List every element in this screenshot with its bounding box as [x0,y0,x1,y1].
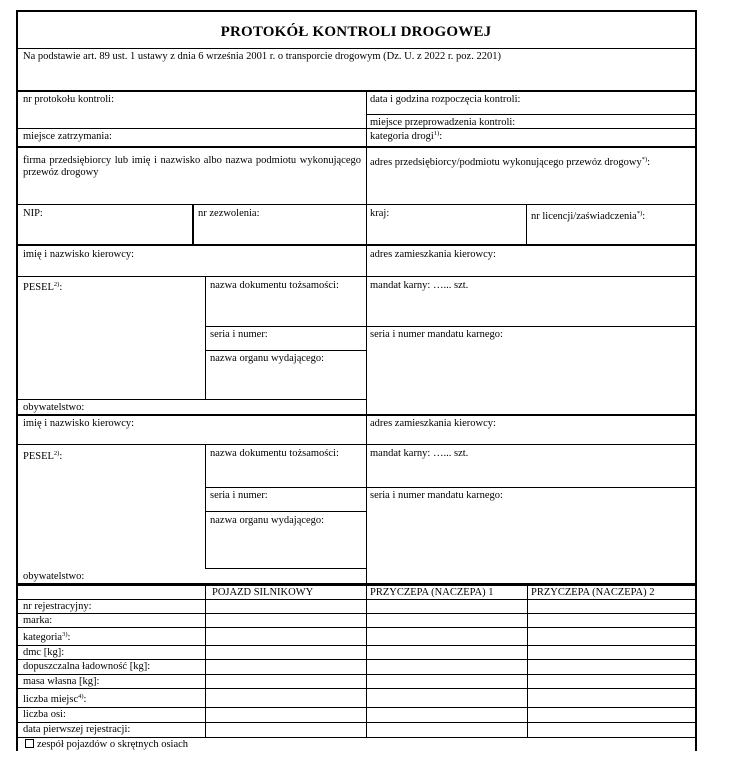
driver-2-id-series-field[interactable]: seria i numer: [210,490,268,501]
divider [16,244,697,246]
country-field[interactable]: kraj: [370,208,390,219]
divider [205,350,366,351]
divider [16,627,697,628]
seats-label: liczba miejsc [23,694,79,705]
header-trailer-2: PRZYCZEPA (NACZEPA) 2 [531,587,655,598]
vehicle-combination-option[interactable] [25,739,188,751]
header-motor-vehicle: POJAZD SILNIKOWY [212,587,314,598]
colon: : [83,694,87,705]
pesel-label: PESEL [23,282,54,293]
footnote-ref: 3) [62,631,68,638]
driver-1-name-field[interactable]: imię i nazwisko kierowcy: [23,249,135,260]
driver-1-fine-series-field[interactable]: seria i numer mandatu karnego: [370,329,503,340]
divider [366,585,367,738]
license-number-field[interactable] [531,211,645,223]
divider [16,583,697,586]
divider [526,205,527,245]
divider [205,277,206,400]
driver-1-id-document-field[interactable]: nazwa dokumentu tożsamości: [210,280,339,291]
company-address-field[interactable] [370,157,650,169]
driver-1-residence-field[interactable]: adres zamieszkania kierowcy: [370,249,496,260]
road-category-field[interactable] [370,131,442,143]
footnote-ref: 2) [53,450,60,457]
divider [16,128,697,129]
divider [16,599,697,600]
vehicle-row-make: marka: [23,615,53,626]
divider [16,90,697,92]
divider [205,445,206,569]
driver-2-citizenship-field[interactable]: obywatelstwo: [23,571,85,582]
divider [205,326,697,327]
colon: : [67,632,71,643]
divider [205,568,366,569]
driver-2-name-field[interactable]: imię i nazwisko kierowcy: [23,418,135,429]
divider [205,585,206,738]
company-address-label: adres przedsiębiorcy/podmiotu wykonującego przewóz drogowy [370,157,642,168]
driver-1-issuer-field[interactable]: nazwa organu wydającego: [210,353,325,364]
divider [16,204,697,205]
vehicle-row-registration: nr rejestracyjny: [23,601,92,612]
header-trailer-1: PRZYCZEPA (NACZEPA) 1 [370,587,494,598]
permit-number-field[interactable]: nr zezwolenia: [198,208,260,219]
form-title: PROTOKÓŁ KONTROLI DROGOWEJ [220,24,492,40]
checkbox[interactable] [25,739,34,748]
checkbox-label: zespół pojazdów o skrętnych osiach [37,739,189,750]
divider [16,276,697,277]
footnote-ref: 1) [433,130,440,137]
driver-2-residence-field[interactable]: adres zamieszkania kierowcy: [370,418,496,429]
divider [366,91,367,146]
footnote-ref: 2) [53,281,60,288]
driver-1-fine-count-field[interactable]: mandat karny: …... szt. [370,280,469,291]
divider [366,245,367,415]
vehicle-row-payload: dopuszczalna ładowność [kg]: [23,661,151,672]
stop-place-field[interactable]: miejsce zatrzymania: [23,131,112,142]
divider [366,114,697,115]
driver-1-pesel-field[interactable] [23,282,62,294]
footnote-ref: 4) [78,693,84,700]
divider [16,722,697,723]
driver-2-fine-series-field[interactable]: seria i numer mandatu karnego: [370,490,503,501]
divider [366,147,367,245]
colon: : [59,451,63,462]
divider [16,414,697,416]
divider [16,399,367,400]
vehicle-row-curb-weight: masa własna [kg]: [23,676,100,687]
driver-2-fine-count-field[interactable]: mandat karny: …... szt. [370,448,469,459]
frame-top [16,10,697,12]
vehicle-row-axles: liczba osi: [23,709,66,720]
pesel-label: PESEL [23,451,54,462]
frame-right [695,10,697,751]
divider [16,645,697,646]
divider [16,674,697,675]
divider [16,688,697,689]
vehicle-row-gvw: dmc [kg]: [23,647,65,658]
driver-2-id-document-field[interactable]: nazwa dokumentu tożsamości: [210,448,339,459]
divider [205,511,366,512]
driver-2-issuer-field[interactable]: nazwa organu wydającego: [210,515,325,526]
company-name-field[interactable]: firma przedsiębiorcy lub imię i nazwisko albo nazwa podmiotu wykonującego przewóz drogowy [23,155,361,178]
divider [16,444,697,445]
vehicle-row-first-registration: data pierwszej rejestracji: [23,724,131,735]
divider [366,415,367,585]
divider [16,146,697,148]
divider [16,659,697,660]
divider [16,48,697,49]
divider [527,585,528,738]
divider [205,487,697,488]
divider [16,737,697,738]
vehicle-row-category [23,632,70,644]
footnote-ref: *) [641,156,648,163]
driver-2-pesel-field[interactable] [23,451,62,463]
category-label: kategoria [23,632,63,643]
footnote-ref: *) [636,210,643,217]
nip-field[interactable]: NIP: [23,208,43,219]
start-datetime-field[interactable]: data i godzina rozpoczęcia kontroli: [370,94,521,105]
protocol-number-field[interactable]: nr protokołu kontroli: [23,94,114,105]
vehicle-row-seats [23,694,86,706]
divider [16,707,697,708]
driver-1-citizenship-field[interactable]: obywatelstwo: [23,402,85,413]
colon: : [642,211,646,222]
driver-1-id-series-field[interactable]: seria i numer: [210,329,268,340]
divider [192,205,194,245]
control-place-field[interactable]: miejsce przeprowadzenia kontroli: [370,117,516,128]
frame-left [16,10,18,751]
divider [16,613,697,614]
license-number-label: nr licencji/zaświadczenia [531,211,637,222]
road-category-label: kategoria drogi [370,131,434,142]
colon: : [647,157,651,168]
colon: : [439,131,443,142]
legal-basis: Na podstawie art. 89 ust. 1 ustawy z dnia 6 września 2001 r. o transporcie drogowym (Dz. U. z 2022 r. poz. 2201) [23,51,501,62]
colon: : [59,282,63,293]
